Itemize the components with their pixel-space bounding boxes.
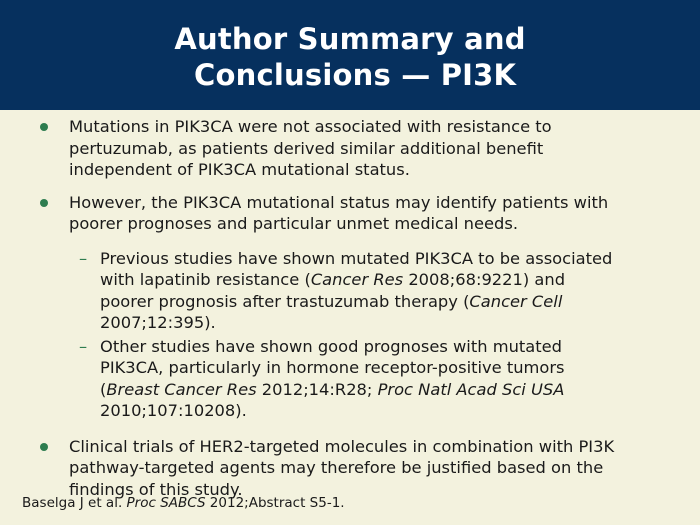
dash-icon: – [79,248,88,268]
bullet-item-1 [0,116,700,181]
sub-bullet-text [100,291,700,313]
slide-title-line-2: Conclusions — PI3K [183,58,517,92]
sub-bullet-item-2 [0,336,700,422]
citation [22,494,345,512]
sub-bullet-text: Previous studies have shown mutated PIK3CA to be associated [100,248,613,268]
sub-bullet-text [100,269,700,291]
bullet-dot-icon [40,199,48,207]
journal-name: Cancer Res [310,270,404,289]
bullet-text: poorer prognoses and particular unmet medical needs. [69,214,519,233]
bullet-text: Mutations in PIK3CA were not associated with resistance to [69,117,552,136]
citation-journal: Proc SABCS [126,495,206,511]
bullet-dot-icon [40,443,48,451]
slide-title [0,21,700,93]
slide-body [0,116,700,511]
bullet-text: However, the PIK3CA mutational status may identify patients with [69,192,609,212]
bullet-item-3 [0,436,700,501]
bullet-text: Clinical trials of HER2-targeted molecules in combination with PI3K [69,436,615,456]
bullet-text: findings of this study. [69,479,243,499]
slide-title-line-1: Author Summary and [174,22,526,56]
bullet-text: pathway-targeted agents may therefore be justified based on the [69,458,604,477]
text-run: 2008;68:9221) and [403,270,566,289]
journal-name: Proc Natl Acad Sci USA [377,379,565,399]
text-run: 2012;14:R28; [256,379,378,399]
journal-name: Cancer Cell [469,291,563,311]
sub-bullet-text: 2010;107:10208). [100,401,247,420]
bullet-text: independent of PIK3CA mutational status. [69,160,410,179]
bullet-dot-icon [40,123,48,131]
bullet-item-2 [0,192,700,235]
title-banner [0,0,700,110]
text-run: with lapatinib resistance ( [100,270,311,289]
citation-text: 2012;Abstract S5-1. [205,495,345,511]
text-run: poorer prognosis after trastuzumab therapy ( [100,291,470,311]
sub-bullet-item-1 [0,248,700,334]
sub-bullet-text: 2007;12:395). [100,313,216,332]
bullet-text: pertuzumab, as patients derived similar additional benefit [69,138,544,158]
sub-bullet-text: PIK3CA, particularly in hormone receptor-positive tumors [100,358,565,377]
sub-bullet-text [100,379,700,401]
citation-text: Baselga J et al. [22,495,127,511]
journal-name: Breast Cancer Res [106,379,257,399]
dash-icon: – [79,336,88,356]
text-run: ( [100,379,107,399]
sub-bullet-text: Other studies have shown good prognoses with mutated [100,336,562,356]
